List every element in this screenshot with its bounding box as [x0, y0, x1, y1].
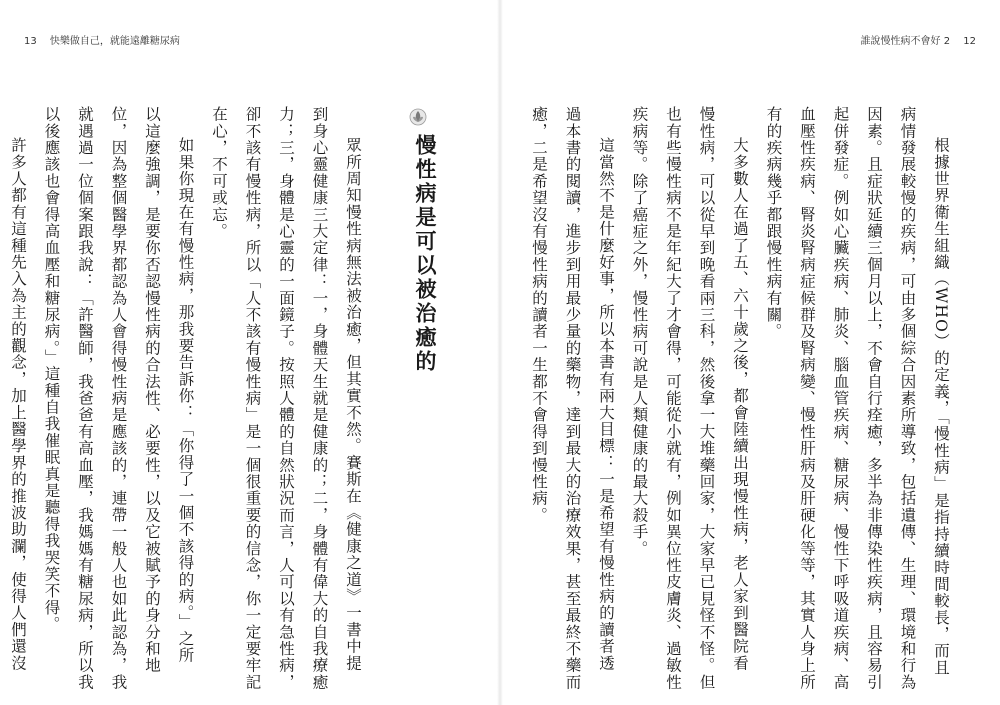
left-page-header: [24, 32, 180, 47]
text-line: 也有些慢性病不是年紀大了才會得，可能從小就有，例如異位性皮膚炎、過敏性: [664, 106, 682, 691]
left-running-title: 快樂做自己，就能遠離糖尿病: [49, 36, 180, 47]
right-page-header: [861, 32, 976, 47]
text-line: 許多人都有這種先入為主的觀念，加上醫學界的推波助瀾，使得人們還沒: [9, 137, 27, 672]
text-line: 位，因為整個醫學界都認為人會得慢性病是應該的，連帶一般人也如此認為，我: [109, 106, 128, 691]
text-line: 血壓性疾病、腎炎腎病症候群及腎病變、慢性肝病及肝硬化等等，其實人身上所: [798, 106, 816, 691]
text-line: 就遇過一位個案跟我說：「許醫師，我爸爸有高血壓，我媽媽有糖尿病，所以我: [76, 106, 94, 691]
text-line: 大多數人在過了五、六十歲之後，都會陸續出現慢性病，老人家到醫院看: [731, 137, 749, 672]
text-line: 以後應該也會得高血壓和糖尿病。」這種自我催眠真是聽得我哭笑不得。: [42, 106, 61, 633]
text-line: 根據世界衛生組織（WHO）的定義，「慢性病」是指持續時間較長，而且: [932, 137, 950, 677]
text-line: 力；三，身體是心靈的一面鏡子。按照人體的自然狀況而言，人可以有急性病，: [277, 106, 295, 691]
text-line: 過本書的閱讀，進步到用最少量的藥物，達到最大的治療效果，甚至最終不藥而: [563, 106, 582, 691]
left-page-number: 13: [24, 36, 37, 47]
text-line: 這當然不是什麼好事，所以本書有兩大目標：一是希望有慢性病的讀者透: [597, 137, 615, 672]
right-page-number: 12: [963, 36, 976, 47]
text-line: 疾病等。除了癌症之外，慢性病可說是人類健康的最大殺手。: [630, 106, 649, 557]
text-line: 眾所周知慢性病無法被治癒，但其實不然。賽斯在《健康之道》一書中提: [344, 137, 362, 672]
section-heading: [410, 110, 440, 470]
text-line: 到身心靈健康三大定律：一，身體天生就是健康的；二，身體有偉大的自我療癒: [310, 106, 329, 691]
text-line: 因素。且症狀延續三個月以上，不會自行痊癒，多半為非傳染性疾病，且容易引: [865, 106, 883, 691]
text-line: 起併發症。例如心臟疾病、肺炎、腦血管疾病、糖尿病、慢性下呼吸道疾病、高: [831, 106, 850, 691]
section-heading-text: 慢性病是可以被治癒的: [413, 134, 437, 374]
text-line: 病情發展較慢的疾病，可由多個綜合因素所導致，包括遺傳、生理、環境和行為: [898, 106, 917, 691]
right-page-body: [530, 106, 950, 691]
text-line: 慢性病，可以從早到晚看兩三科，然後拿一大堆藥回家，大家早已見怪不怪。但: [697, 106, 716, 691]
left-page-body: [0, 106, 362, 691]
text-line: 有的疾病幾乎都跟慢性病有關。: [764, 106, 783, 340]
right-running-title: 誰說慢性病不會好 2: [860, 36, 951, 47]
book-gutter: [497, 0, 503, 705]
text-line: 如果你現在有慢性病，那我要告訴你：「你得了一個不該得的病。」之所: [176, 137, 195, 664]
text-line: 癒，二是希望沒有慢性病的讀者一生都不會得到慢性病。: [530, 106, 548, 524]
text-line: 在心，不可或忘。: [210, 106, 228, 240]
text-line: 以這麼強調，是要你否認慢性病的合法性、必要性，以及它被賦予的身分和地: [143, 106, 161, 674]
text-line: 卻不該有慢性病，所以「人不該有慢性病」是一個很重要的信念，你一定要牢記: [243, 106, 262, 691]
